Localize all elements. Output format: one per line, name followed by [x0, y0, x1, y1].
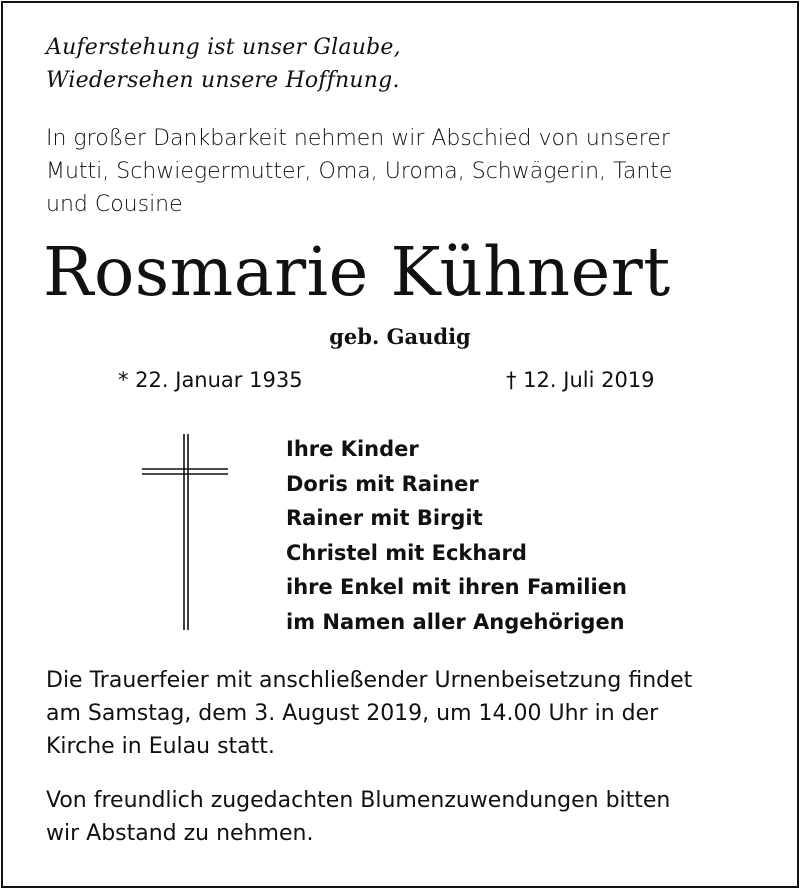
death-date: † 12. Juli 2019	[506, 368, 655, 392]
intro-paragraph	[46, 122, 776, 221]
family-line: Ihre Kinder	[286, 437, 419, 461]
family-line: ihre Enkel mit ihren Familien	[286, 575, 627, 599]
intro-line: Mutti, Schwiegermutter, Oma, Uroma, Schwägerin, Tante	[46, 159, 673, 184]
deceased-name: Rosmarie Kühnert	[43, 233, 671, 311]
motto-line: Auferstehung ist unser Glaube,	[46, 35, 401, 60]
latin-cross-icon	[140, 434, 230, 630]
ceremony-line: Die Trauerfeier mit anschließender Urnenbeisetzung findet	[46, 668, 693, 693]
flowers-paragraph	[46, 784, 776, 850]
family-line: Rainer mit Birgit	[286, 506, 483, 530]
intro-line: und Cousine	[46, 192, 183, 217]
flowers-line: Von freundlich zugedachten Blumenzuwendungen bitten	[46, 788, 671, 813]
flowers-line: wir Abstand zu nehmen.	[46, 821, 314, 846]
birth-date: * 22. Januar 1935	[118, 368, 303, 392]
family-line: im Namen aller Angehörigen	[286, 609, 625, 634]
family-line: Christel mit Eckhard	[286, 540, 527, 565]
family-list	[286, 432, 627, 639]
ceremony-line: Kirche in Eulau statt.	[46, 734, 275, 759]
ceremony-paragraph	[46, 664, 776, 763]
motto-line: Wiedersehen unsere Hoffnung.	[46, 68, 400, 93]
motto	[46, 31, 401, 97]
intro-line: In großer Dankbarkeit nehmen wir Abschied von unserer	[46, 126, 670, 151]
family-line: Doris mit Rainer	[286, 471, 479, 496]
maiden-name: geb. Gaudig	[329, 324, 471, 349]
ceremony-line: am Samstag, dem 3. August 2019, um 14.00 Uhr in der	[46, 701, 659, 726]
